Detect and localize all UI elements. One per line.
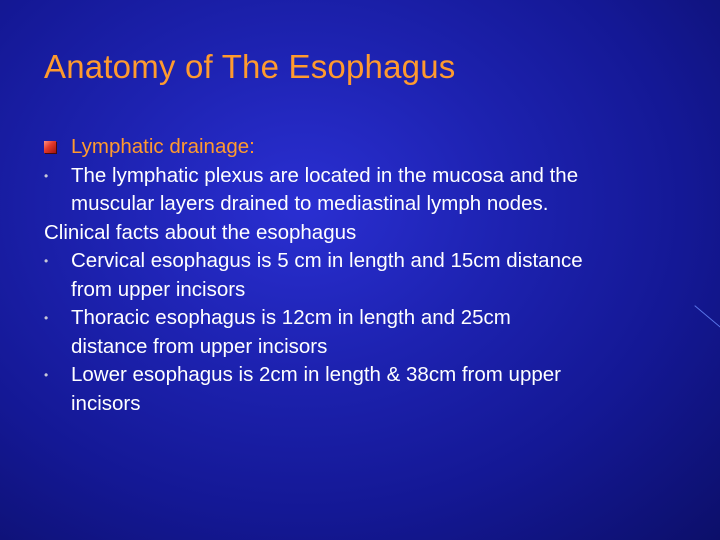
lymphatic-heading-row — [44, 133, 694, 162]
bullet-text-line: from upper incisors — [71, 277, 246, 301]
bullet-lymphatic — [44, 162, 694, 191]
bullet-text-line: Lower esophagus is 2cm in length & 38cm from upper — [71, 363, 561, 386]
bullet-text-line: The lymphatic plexus are located in the mucosa and the — [71, 163, 579, 187]
bullet-thoracic — [44, 304, 694, 333]
slide-title: Anatomy of The Esophagus — [44, 48, 456, 85]
bullet-continuation — [44, 333, 694, 362]
bullet-dot-icon: • — [44, 311, 49, 325]
decorative-line — [694, 305, 720, 331]
clinical-heading: Clinical facts about the esophagus — [44, 220, 357, 244]
slide-body — [44, 133, 694, 418]
bullet-continuation — [44, 390, 694, 419]
bullet-continuation — [44, 190, 694, 219]
bullet-text-line: Thoracic esophagus is 12cm in length and 25cm — [71, 306, 511, 329]
bullet-text-line: distance from upper incisors — [71, 334, 328, 358]
red-square-bullet-icon — [44, 141, 56, 153]
bullet-dot-icon: • — [44, 368, 49, 382]
bullet-text-line: incisors — [71, 391, 141, 415]
lymphatic-heading: Lymphatic drainage: — [71, 135, 255, 158]
bullet-dot-icon: • — [44, 168, 49, 183]
bullet-dot-icon: • — [44, 254, 49, 268]
bullet-cervical — [44, 247, 694, 276]
bullet-text-line: muscular layers drained to mediastinal lymph nodes. — [71, 192, 549, 215]
bullet-text-line: Cervical esophagus is 5 cm in length and 15cm distance — [71, 249, 583, 272]
bullet-continuation — [44, 276, 694, 305]
bullet-lower — [44, 361, 694, 390]
